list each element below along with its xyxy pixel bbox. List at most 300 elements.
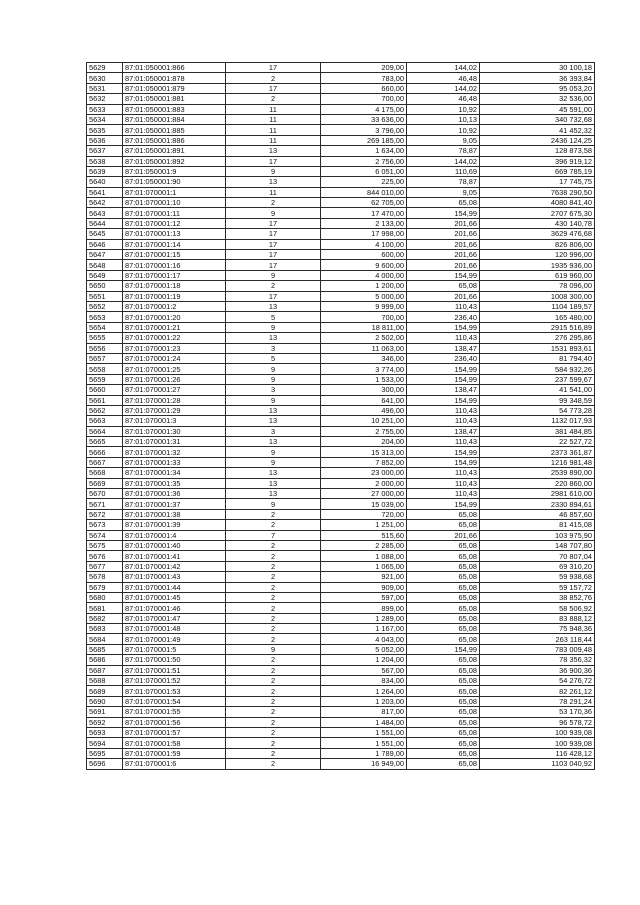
- group-cell: 13: [226, 301, 321, 311]
- cadastral-number-cell: 87:01:070001:58: [123, 738, 226, 748]
- cadastral-number-cell: 87:01:070001:31: [123, 437, 226, 447]
- specific-value-cell: 154,99: [407, 644, 480, 654]
- row-number-cell: 5680: [87, 592, 123, 602]
- row-number-cell: 5678: [87, 572, 123, 582]
- group-cell: 9: [226, 270, 321, 280]
- group-cell: 9: [226, 208, 321, 218]
- row-number-cell: 5644: [87, 218, 123, 228]
- row-number-cell: 5639: [87, 166, 123, 176]
- table-row: [87, 218, 595, 228]
- row-number-cell: 5676: [87, 551, 123, 561]
- table-row: [87, 592, 595, 602]
- cadastral-value-cell: 120 996,00: [480, 250, 595, 260]
- specific-value-cell: 65,08: [407, 603, 480, 613]
- specific-value-cell: 65,08: [407, 707, 480, 717]
- cadastral-number-cell: 87:01:050001:885: [123, 125, 226, 135]
- cadastral-value-cell: 220 860,00: [480, 478, 595, 488]
- specific-value-cell: 65,08: [407, 728, 480, 738]
- table-row: [87, 416, 595, 426]
- cadastral-number-cell: 87:01:070001:23: [123, 343, 226, 353]
- table-row: [87, 270, 595, 280]
- group-cell: 2: [226, 707, 321, 717]
- cadastral-number-cell: 87:01:050001:886: [123, 135, 226, 145]
- table-row: [87, 312, 595, 322]
- specific-value-cell: 65,08: [407, 717, 480, 727]
- group-cell: 17: [226, 229, 321, 239]
- table-row: [87, 301, 595, 311]
- cadastral-value-cell: 2330 894,61: [480, 499, 595, 509]
- cadastral-number-cell: 87:01:070001:4: [123, 530, 226, 540]
- row-number-cell: 5656: [87, 343, 123, 353]
- area-cell: 1 551,00: [321, 728, 407, 738]
- specific-value-cell: 110,43: [407, 468, 480, 478]
- cadastral-number-cell: 87:01:070001:10: [123, 198, 226, 208]
- area-cell: 700,00: [321, 94, 407, 104]
- group-cell: 2: [226, 748, 321, 758]
- specific-value-cell: 65,08: [407, 613, 480, 623]
- specific-value-cell: 154,99: [407, 447, 480, 457]
- cadastral-value-cell: 78 291,24: [480, 696, 595, 706]
- table-row: [87, 156, 595, 166]
- cadastral-value-cell: 38 852,76: [480, 592, 595, 602]
- cadastral-number-cell: 87:01:070001:57: [123, 728, 226, 738]
- table-row: [87, 166, 595, 176]
- cadastral-number-cell: 87:01:070001:46: [123, 603, 226, 613]
- cadastral-value-cell: 1103 040,92: [480, 759, 595, 769]
- table-row: [87, 447, 595, 457]
- table-row: [87, 582, 595, 592]
- row-number-cell: 5659: [87, 374, 123, 384]
- area-cell: 16 949,00: [321, 759, 407, 769]
- area-cell: 10 251,00: [321, 416, 407, 426]
- specific-value-cell: 236,40: [407, 353, 480, 363]
- group-cell: 9: [226, 166, 321, 176]
- cadastral-value-cell: 54 276,72: [480, 676, 595, 686]
- row-number-cell: 5689: [87, 686, 123, 696]
- cadastral-number-cell: 87:01:070001:18: [123, 281, 226, 291]
- specific-value-cell: 78,87: [407, 146, 480, 156]
- area-cell: 2 133,00: [321, 218, 407, 228]
- group-cell: 2: [226, 551, 321, 561]
- table-row: [87, 634, 595, 644]
- group-cell: 2: [226, 561, 321, 571]
- area-cell: 1 203,00: [321, 696, 407, 706]
- cadastral-value-cell: 95 053,20: [480, 83, 595, 93]
- area-cell: 1 088,00: [321, 551, 407, 561]
- area-cell: 3 796,00: [321, 125, 407, 135]
- group-cell: 13: [226, 177, 321, 187]
- table-row: [87, 250, 595, 260]
- table-row: [87, 624, 595, 634]
- area-cell: 4 000,00: [321, 270, 407, 280]
- cadastral-number-cell: 87:01:070001:56: [123, 717, 226, 727]
- cadastral-number-cell: 87:01:070001:20: [123, 312, 226, 322]
- cadastral-number-cell: 87:01:070001:25: [123, 364, 226, 374]
- cadastral-number-cell: 87:01:070001:54: [123, 696, 226, 706]
- group-cell: 2: [226, 738, 321, 748]
- table-row: [87, 759, 595, 769]
- cadastral-number-cell: 87:01:070001:34: [123, 468, 226, 478]
- cadastral-number-cell: 87:01:070001:19: [123, 291, 226, 301]
- group-cell: 7: [226, 530, 321, 540]
- cadastral-number-cell: 87:01:050001:881: [123, 94, 226, 104]
- table-row: [87, 478, 595, 488]
- row-number-cell: 5669: [87, 478, 123, 488]
- table-row: [87, 405, 595, 415]
- group-cell: 9: [226, 457, 321, 467]
- area-cell: 834,00: [321, 676, 407, 686]
- group-cell: 2: [226, 728, 321, 738]
- table-row: [87, 104, 595, 114]
- table-row: [87, 125, 595, 135]
- cadastral-number-cell: 87:01:070001:36: [123, 489, 226, 499]
- row-number-cell: 5653: [87, 312, 123, 322]
- row-number-cell: 5664: [87, 426, 123, 436]
- specific-value-cell: 201,66: [407, 250, 480, 260]
- row-number-cell: 5663: [87, 416, 123, 426]
- row-number-cell: 5681: [87, 603, 123, 613]
- cadastral-number-cell: 87:01:070001:28: [123, 395, 226, 405]
- group-cell: 13: [226, 468, 321, 478]
- specific-value-cell: 110,43: [407, 489, 480, 499]
- cadastral-value-cell: 1531 893,61: [480, 343, 595, 353]
- specific-value-cell: 154,99: [407, 374, 480, 384]
- cadastral-number-cell: 87:01:050001:891: [123, 146, 226, 156]
- specific-value-cell: 65,08: [407, 572, 480, 582]
- table-row: [87, 489, 595, 499]
- group-cell: 2: [226, 582, 321, 592]
- cadastral-number-cell: 87:01:070001:55: [123, 707, 226, 717]
- table-row: [87, 177, 595, 187]
- area-cell: 6 051,00: [321, 166, 407, 176]
- row-number-cell: 5691: [87, 707, 123, 717]
- table-row: [87, 291, 595, 301]
- group-cell: 5: [226, 353, 321, 363]
- table-row: [87, 572, 595, 582]
- group-cell: 2: [226, 665, 321, 675]
- cadastral-value-cell: 83 888,12: [480, 613, 595, 623]
- cadastral-value-cell: 148 707,80: [480, 540, 595, 550]
- group-cell: 2: [226, 572, 321, 582]
- row-number-cell: 5692: [87, 717, 123, 727]
- area-cell: 496,00: [321, 405, 407, 415]
- row-number-cell: 5690: [87, 696, 123, 706]
- specific-value-cell: 9,05: [407, 135, 480, 145]
- specific-value-cell: 65,08: [407, 198, 480, 208]
- cadastral-value-cell: 103 975,90: [480, 530, 595, 540]
- group-cell: 17: [226, 250, 321, 260]
- area-cell: 300,00: [321, 385, 407, 395]
- area-cell: 1 484,00: [321, 717, 407, 727]
- cadastral-value-cell: 396 919,12: [480, 156, 595, 166]
- row-number-cell: 5668: [87, 468, 123, 478]
- row-number-cell: 5642: [87, 198, 123, 208]
- area-cell: 11 063,00: [321, 343, 407, 353]
- area-cell: 817,00: [321, 707, 407, 717]
- specific-value-cell: 65,08: [407, 582, 480, 592]
- group-cell: 13: [226, 489, 321, 499]
- group-cell: 11: [226, 187, 321, 197]
- group-cell: 9: [226, 322, 321, 332]
- row-number-cell: 5667: [87, 457, 123, 467]
- area-cell: 225,00: [321, 177, 407, 187]
- area-cell: 597,00: [321, 592, 407, 602]
- table-row: [87, 655, 595, 665]
- cadastral-value-cell: 826 806,00: [480, 239, 595, 249]
- cadastral-number-cell: 87:01:050001:884: [123, 114, 226, 124]
- row-number-cell: 5629: [87, 63, 123, 73]
- cadastral-number-cell: 87:01:070001:21: [123, 322, 226, 332]
- group-cell: 17: [226, 63, 321, 73]
- specific-value-cell: 65,08: [407, 738, 480, 748]
- cadastral-number-cell: 87:01:070001:30: [123, 426, 226, 436]
- specific-value-cell: 154,99: [407, 364, 480, 374]
- cadastral-number-cell: 87:01:070001:45: [123, 592, 226, 602]
- cadastral-number-cell: 87:01:070001:39: [123, 520, 226, 530]
- area-cell: 660,00: [321, 83, 407, 93]
- row-number-cell: 5652: [87, 301, 123, 311]
- cadastral-number-cell: 87:01:050001:866: [123, 63, 226, 73]
- cadastral-value-cell: 1132 017,93: [480, 416, 595, 426]
- specific-value-cell: 10,92: [407, 125, 480, 135]
- row-number-cell: 5684: [87, 634, 123, 644]
- group-cell: 2: [226, 634, 321, 644]
- area-cell: 15 039,00: [321, 499, 407, 509]
- cadastral-number-cell: 87:01:070001:35: [123, 478, 226, 488]
- cadastral-value-cell: 128 873,58: [480, 146, 595, 156]
- row-number-cell: 5638: [87, 156, 123, 166]
- cadastral-value-cell: 36 900,36: [480, 665, 595, 675]
- group-cell: 11: [226, 104, 321, 114]
- area-cell: 62 705,00: [321, 198, 407, 208]
- cadastral-value-cell: 54 773,28: [480, 405, 595, 415]
- area-cell: 700,00: [321, 312, 407, 322]
- cadastral-value-cell: 100 939,08: [480, 738, 595, 748]
- row-number-cell: 5635: [87, 125, 123, 135]
- group-cell: 2: [226, 696, 321, 706]
- area-cell: 33 636,00: [321, 114, 407, 124]
- table-row: [87, 613, 595, 623]
- row-number-cell: 5683: [87, 624, 123, 634]
- group-cell: 9: [226, 447, 321, 457]
- cadastral-value-cell: 59 938,68: [480, 572, 595, 582]
- area-cell: 5 052,00: [321, 644, 407, 654]
- cadastral-number-cell: 87:01:070001:13: [123, 229, 226, 239]
- specific-value-cell: 65,08: [407, 748, 480, 758]
- group-cell: 2: [226, 676, 321, 686]
- row-number-cell: 5641: [87, 187, 123, 197]
- cadastral-value-cell: 53 170,36: [480, 707, 595, 717]
- group-cell: 2: [226, 717, 321, 727]
- group-cell: 11: [226, 125, 321, 135]
- specific-value-cell: 144,02: [407, 156, 480, 166]
- specific-value-cell: 236,40: [407, 312, 480, 322]
- group-cell: 2: [226, 73, 321, 83]
- group-cell: 13: [226, 437, 321, 447]
- specific-value-cell: 65,08: [407, 540, 480, 550]
- area-cell: 4 100,00: [321, 239, 407, 249]
- specific-value-cell: 65,08: [407, 696, 480, 706]
- table-row: [87, 333, 595, 343]
- table-row: [87, 374, 595, 384]
- row-number-cell: 5679: [87, 582, 123, 592]
- group-cell: 2: [226, 94, 321, 104]
- cadastral-value-cell: 82 261,12: [480, 686, 595, 696]
- cadastral-value-cell: 2707 675,30: [480, 208, 595, 218]
- group-cell: 13: [226, 333, 321, 343]
- specific-value-cell: 65,08: [407, 281, 480, 291]
- cadastral-number-cell: 87:01:070001:52: [123, 676, 226, 686]
- table-row: [87, 364, 595, 374]
- specific-value-cell: 110,43: [407, 301, 480, 311]
- cadastral-value-cell: 237 599,67: [480, 374, 595, 384]
- specific-value-cell: 110,43: [407, 416, 480, 426]
- row-number-cell: 5630: [87, 73, 123, 83]
- area-cell: 269 185,00: [321, 135, 407, 145]
- area-cell: 17 470,00: [321, 208, 407, 218]
- area-cell: 783,00: [321, 73, 407, 83]
- table-row: [87, 198, 595, 208]
- area-cell: 7 852,00: [321, 457, 407, 467]
- row-number-cell: 5671: [87, 499, 123, 509]
- table-row: [87, 499, 595, 509]
- specific-value-cell: 65,08: [407, 676, 480, 686]
- area-cell: 2 756,00: [321, 156, 407, 166]
- table-row: [87, 73, 595, 83]
- row-number-cell: 5650: [87, 281, 123, 291]
- specific-value-cell: 201,66: [407, 260, 480, 270]
- cadastral-value-cell: 430 140,78: [480, 218, 595, 228]
- area-cell: 4 175,00: [321, 104, 407, 114]
- group-cell: 17: [226, 156, 321, 166]
- specific-value-cell: 65,08: [407, 592, 480, 602]
- row-number-cell: 5694: [87, 738, 123, 748]
- cadastral-number-cell: 87:01:070001:38: [123, 509, 226, 519]
- table-row: [87, 426, 595, 436]
- cadastral-value-cell: 32 536,00: [480, 94, 595, 104]
- row-number-cell: 5636: [87, 135, 123, 145]
- cadastral-value-cell: 116 428,12: [480, 748, 595, 758]
- specific-value-cell: 110,43: [407, 405, 480, 415]
- table-row: [87, 457, 595, 467]
- area-cell: 1 251,00: [321, 520, 407, 530]
- cadastral-number-cell: 87:01:070001:14: [123, 239, 226, 249]
- cadastral-number-cell: 87:01:070001:26: [123, 374, 226, 384]
- table-row: [87, 353, 595, 363]
- specific-value-cell: 154,99: [407, 457, 480, 467]
- cadastral-value-cell: 340 732,68: [480, 114, 595, 124]
- specific-value-cell: 110,43: [407, 333, 480, 343]
- cadastral-value-cell: 70 807,04: [480, 551, 595, 561]
- specific-value-cell: 154,99: [407, 499, 480, 509]
- cadastral-value-cell: 46 857,60: [480, 509, 595, 519]
- group-cell: 9: [226, 499, 321, 509]
- cadastral-number-cell: 87:01:070001:33: [123, 457, 226, 467]
- cadastral-number-cell: 87:01:070001:42: [123, 561, 226, 571]
- cadastral-value-cell: 100 939,08: [480, 728, 595, 738]
- cadastral-value-cell: 165 480,00: [480, 312, 595, 322]
- cadastral-number-cell: 87:01:070001:44: [123, 582, 226, 592]
- table-row: [87, 437, 595, 447]
- group-cell: 2: [226, 759, 321, 769]
- cadastral-value-cell: 59 157,72: [480, 582, 595, 592]
- cadastral-value-cell: 669 785,19: [480, 166, 595, 176]
- area-cell: 567,00: [321, 665, 407, 675]
- area-cell: 1 551,00: [321, 738, 407, 748]
- cadastral-number-cell: 87:01:070001:1: [123, 187, 226, 197]
- specific-value-cell: 65,08: [407, 655, 480, 665]
- cadastral-number-cell: 87:01:070001:15: [123, 250, 226, 260]
- cadastral-value-cell: 96 578,72: [480, 717, 595, 727]
- specific-value-cell: 65,08: [407, 551, 480, 561]
- table-row: [87, 676, 595, 686]
- specific-value-cell: 65,08: [407, 561, 480, 571]
- cadastral-value-cell: 381 484,85: [480, 426, 595, 436]
- cadastral-value-cell: 1008 300,00: [480, 291, 595, 301]
- group-cell: 11: [226, 135, 321, 145]
- area-cell: 346,00: [321, 353, 407, 363]
- area-cell: 209,00: [321, 63, 407, 73]
- area-cell: 18 811,00: [321, 322, 407, 332]
- row-number-cell: 5670: [87, 489, 123, 499]
- row-number-cell: 5648: [87, 260, 123, 270]
- row-number-cell: 5646: [87, 239, 123, 249]
- row-number-cell: 5687: [87, 665, 123, 675]
- row-number-cell: 5685: [87, 644, 123, 654]
- table-row: [87, 665, 595, 675]
- area-cell: 899,00: [321, 603, 407, 613]
- row-number-cell: 5677: [87, 561, 123, 571]
- specific-value-cell: 201,66: [407, 239, 480, 249]
- group-cell: 13: [226, 478, 321, 488]
- group-cell: 13: [226, 146, 321, 156]
- specific-value-cell: 10,92: [407, 104, 480, 114]
- specific-value-cell: 110,43: [407, 478, 480, 488]
- group-cell: 17: [226, 260, 321, 270]
- area-cell: 1 789,00: [321, 748, 407, 758]
- row-number-cell: 5655: [87, 333, 123, 343]
- cadastral-value-cell: 263 118,44: [480, 634, 595, 644]
- cadastral-value-cell: 58 506,92: [480, 603, 595, 613]
- area-cell: 1 264,00: [321, 686, 407, 696]
- table-row: [87, 146, 595, 156]
- cadastral-number-cell: 87:01:050001:883: [123, 104, 226, 114]
- cadastral-number-cell: 87:01:050001:9: [123, 166, 226, 176]
- group-cell: 2: [226, 624, 321, 634]
- row-number-cell: 5695: [87, 748, 123, 758]
- cadastral-number-cell: 87:01:070001:27: [123, 385, 226, 395]
- group-cell: 2: [226, 281, 321, 291]
- area-cell: 1 204,00: [321, 655, 407, 665]
- group-cell: 2: [226, 603, 321, 613]
- area-cell: 204,00: [321, 437, 407, 447]
- cadastral-number-cell: 87:01:070001:16: [123, 260, 226, 270]
- table-row: [87, 509, 595, 519]
- specific-value-cell: 46,48: [407, 73, 480, 83]
- group-cell: 9: [226, 374, 321, 384]
- table-row: [87, 696, 595, 706]
- specific-value-cell: 9,05: [407, 187, 480, 197]
- specific-value-cell: 110,69: [407, 166, 480, 176]
- table-row: [87, 135, 595, 145]
- area-cell: 2 755,00: [321, 426, 407, 436]
- row-number-cell: 5647: [87, 250, 123, 260]
- table-row: [87, 83, 595, 93]
- cadastral-value-cell: 78 356,32: [480, 655, 595, 665]
- cadastral-number-cell: 87:01:070001:22: [123, 333, 226, 343]
- table-row: [87, 707, 595, 717]
- cadastral-value-cell: 1104 189,57: [480, 301, 595, 311]
